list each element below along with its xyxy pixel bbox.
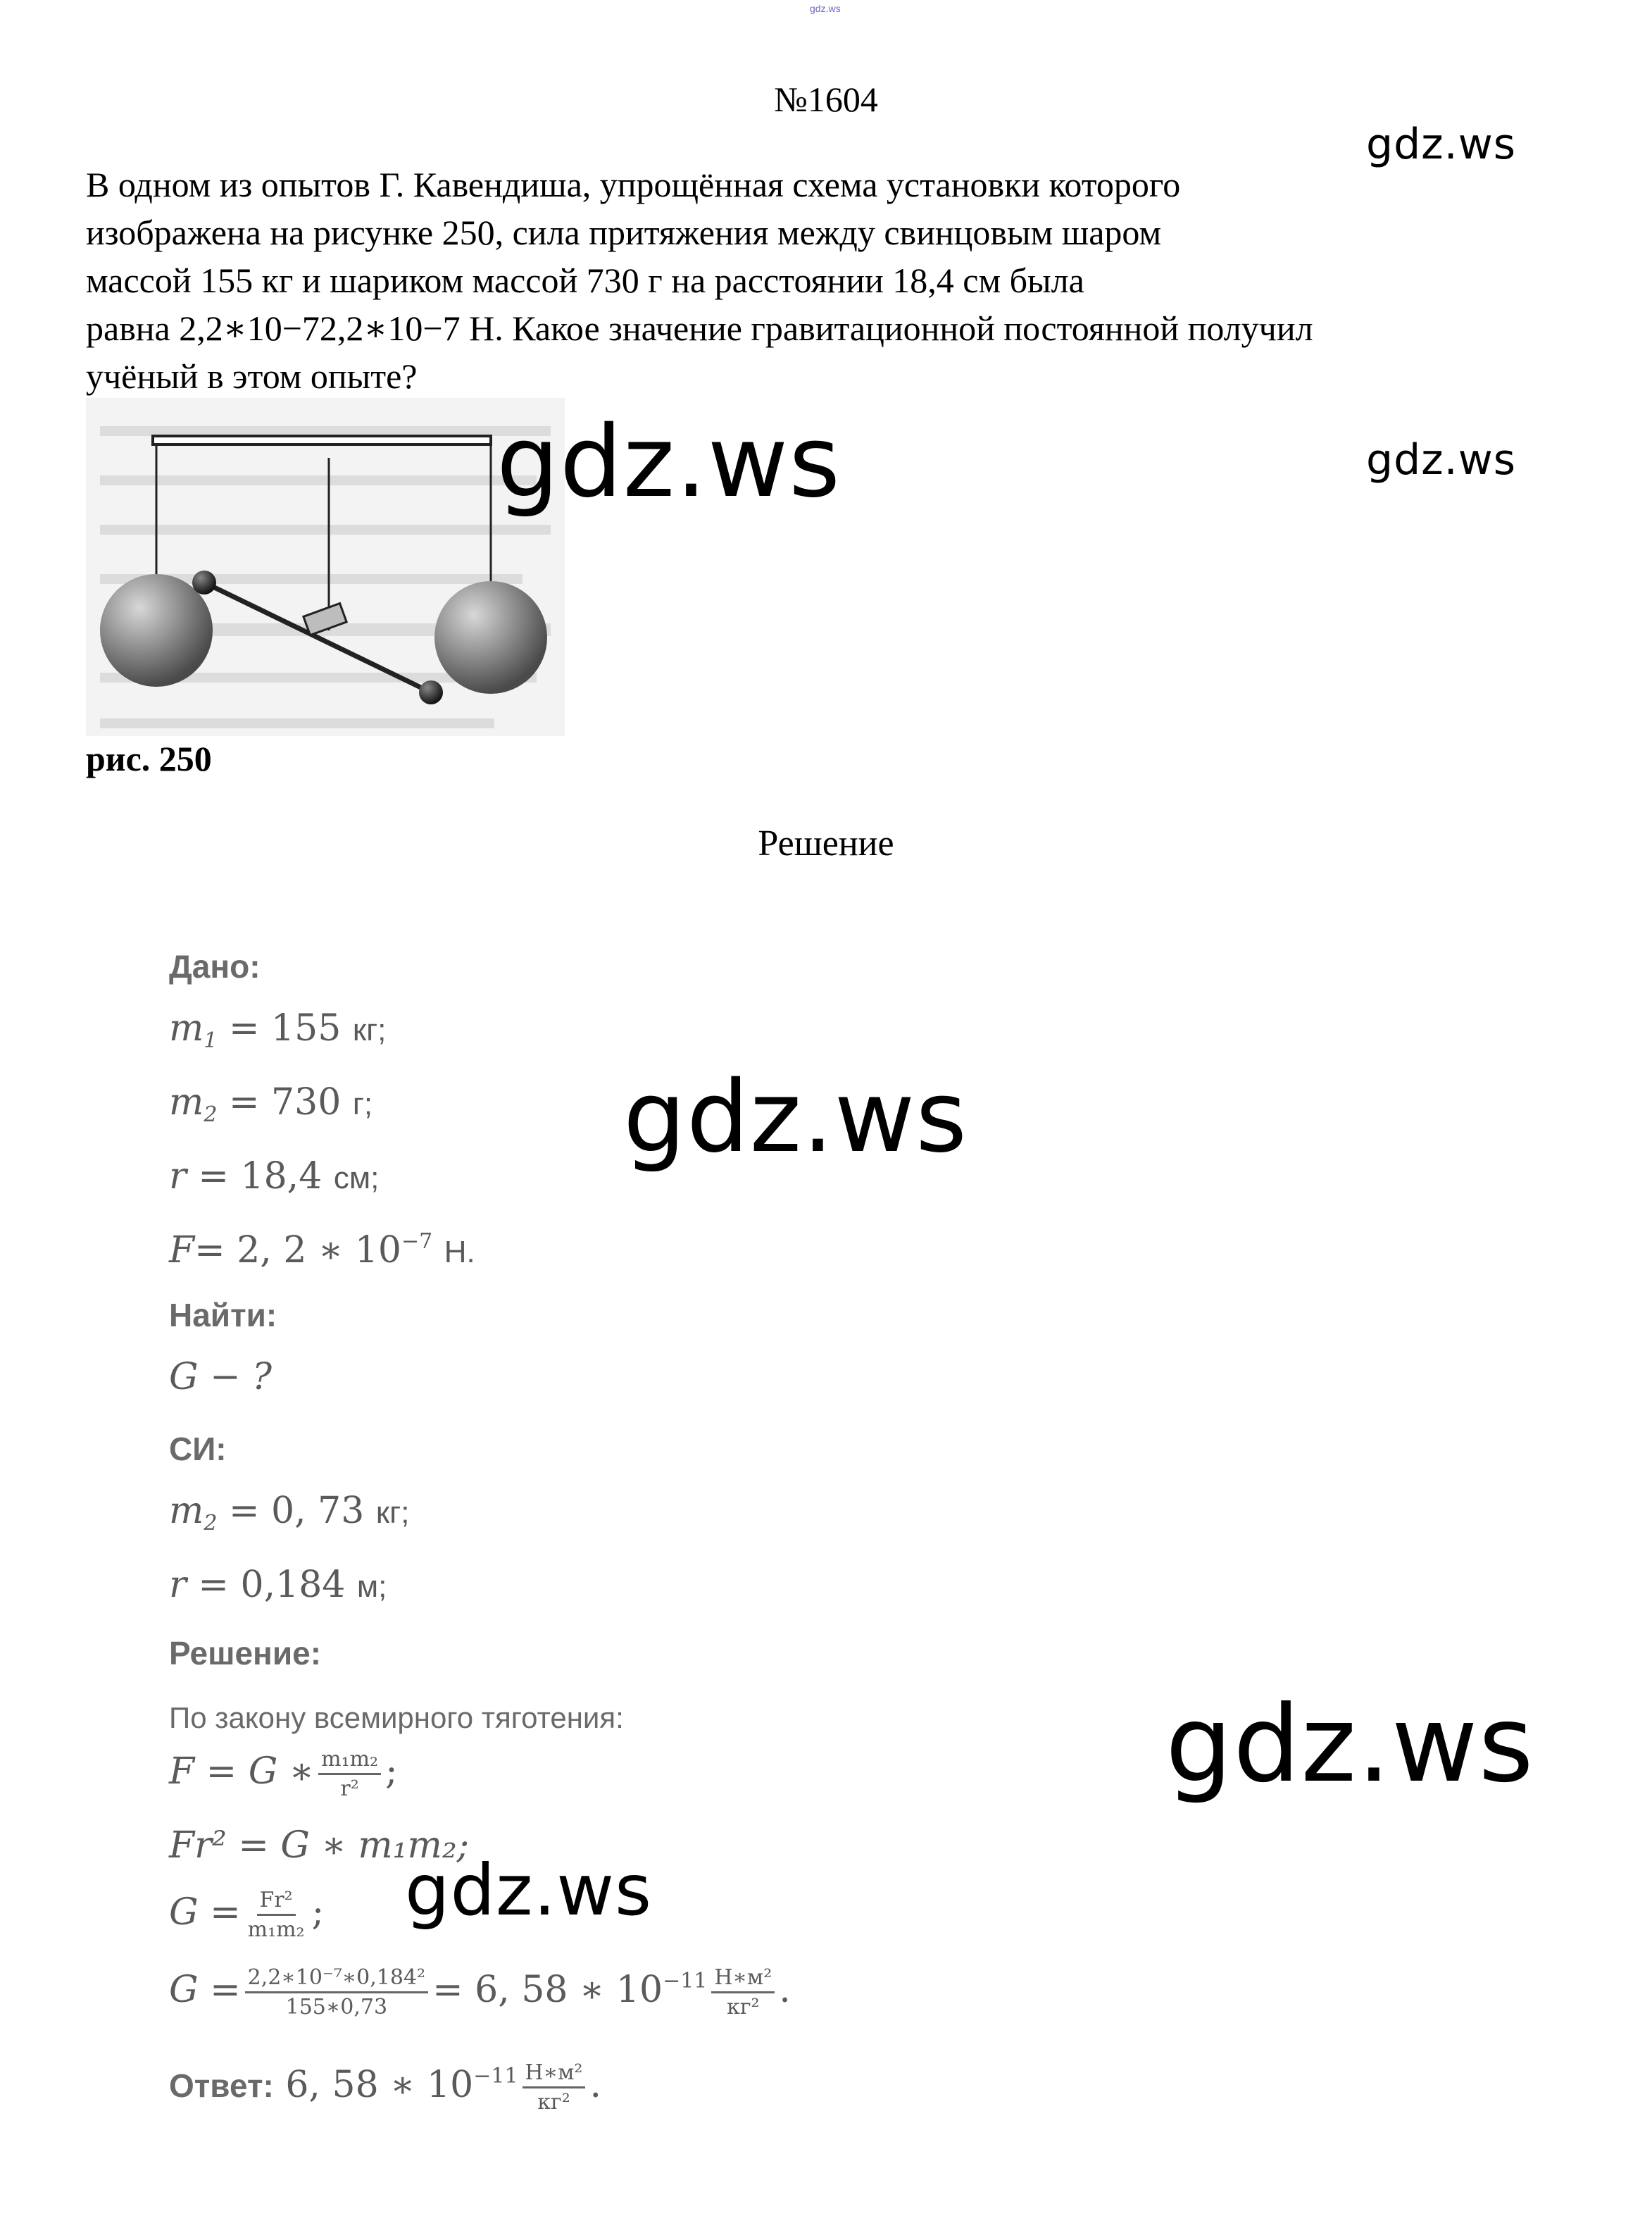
si-r: r = 0,184 м; [169,1564,387,1606]
equation-4: G = $\frac{\text{2,2∗10⁻⁷∗0,184²}}{155∗0,73}$ = 6, 58 ∗ $10^{-11}$ $\frac{\text{Н∗м²}}{\text{кг²}}$ . [169,1965,791,2019]
watermark: gdz.ws [1366,120,1517,169]
problem-line: В одном из опытов Г. Кавендиша, упрощённая схема установки которого [86,165,1181,204]
cavendish-figure [86,398,565,736]
problem-line: равна 2,2∗10−72,2∗10−7 Н. Какое значение гравитационной постоянной получил [86,309,1313,348]
given-r: r = 18,4 см; [169,1155,380,1197]
small-ball-left [192,571,216,594]
solution-title: Решение [758,823,894,864]
task-number: №1604 [774,80,878,119]
equation-1: F = G ∗ $\frac{\text{m₁m₂}}{\text{r²}}$ ; [169,1747,398,1801]
watermark: gdz.ws [1366,435,1517,485]
watermark: gdz.ws [623,1060,968,1175]
watermark: gdz.ws [496,405,841,520]
top-watermark: gdz.ws [810,3,841,14]
watermark: gdz.ws [1165,1683,1534,1806]
solution-label: Решение: [169,1635,322,1671]
problem-line: изображена на рисунке 250, сила притяжения между свинцовым шаром [86,213,1162,252]
si-m2: $m_2 = 0$, 73 кг; [169,1490,410,1536]
answer: Ответ: 6, 58 ∗ $10^{-11}$ $\frac{\text{Н∗м²}}{\text{кг²}}$ . [169,2060,601,2115]
si-label: СИ: [169,1431,227,1467]
given-F: F= 2, 2 ∗ $10^{-7}$ Н. [169,1229,475,1271]
given-m2: $m_2 = 730$ г; [169,1081,373,1127]
find-label: Найти: [169,1297,277,1333]
figure-caption: рис. 250 [86,739,212,778]
law-text: По закону всемирного тяготения: [169,1701,624,1734]
given-label: Дано: [169,948,261,985]
problem-line: учёный в этом опыте? [86,356,418,396]
watermark: gdz.ws [405,1849,653,1931]
large-lead-ball-right [434,581,547,694]
equation-3: G = $\frac{\text{Fr²}}{\text{m₁m₂}}$ ; [169,1888,325,1942]
given-m1: $m_1 = 155$ кг; [169,1007,387,1053]
small-ball-right [419,680,443,704]
problem-text [86,161,1586,400]
equation-2: Fr² = G ∗ m₁m₂; [169,1824,470,1867]
problem-line: массой 155 кг и шариком массой 730 г на расстоянии 18,4 см была [86,261,1084,300]
find-expr: G − ? [169,1356,273,1398]
